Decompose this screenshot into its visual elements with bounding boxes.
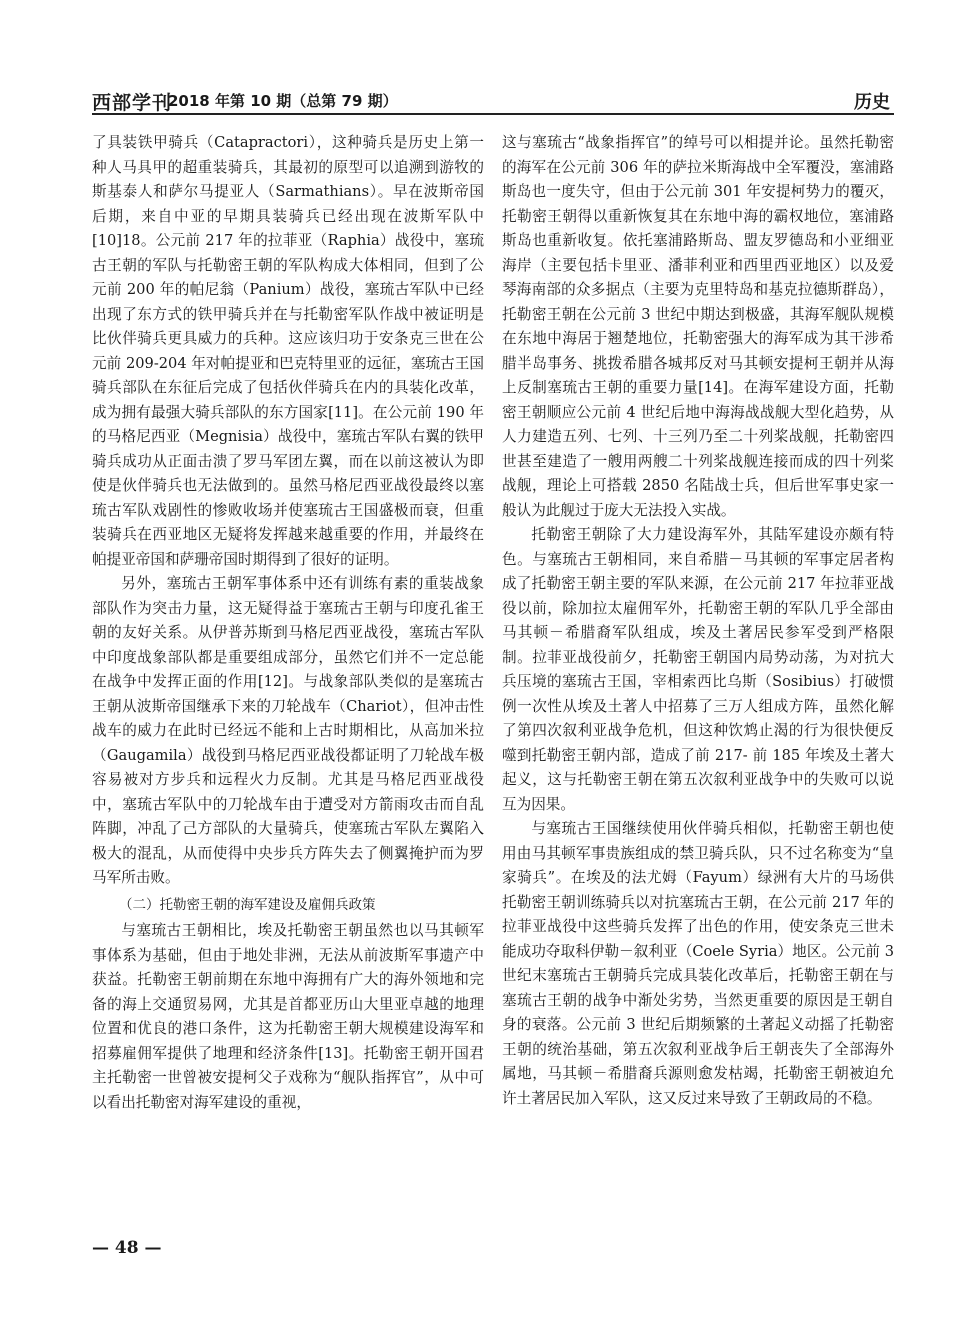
paragraph: 与塞琉古王国继续使用伙伴骑兵相似，托勒密王朝也使用由马其顿军事贵族组成的禁卫骑兵队，只不过名称变为“皇家骑兵”。在埃及的法尤姆（Fayum）绿洲有大片的马场供托勒密王朝训练骑兵以对抗塞琉古王朝，在公元前 217 年的拉菲亚战役中这些骑兵发挥了出色的作用，使安条克三世未能成功夺取科伊勒－叙利亚（Coele Syria）地区。公元前 3 世纪末塞琉古王朝骑兵完成具装化改革后，托勒密王朝在与塞琉古王朝的战争中渐处劣势，当然更重要的原因是王朝自身的衰落。公元前 3 世纪后期频繁的土著起义动摇了托勒密王朝的统治基础，第五次叙利亚战争后王朝丧失了全部海外属地，马其顿－希腊裔兵源则愈发枯竭，托勒密王朝被迫允许土著居民加入军队，这又反过来导致了王朝政局的不稳。: [502, 820, 894, 1107]
right-column: [502, 131, 894, 1111]
section-label: 历史: [854, 92, 890, 113]
running-header: [92, 86, 892, 112]
paragraph: 这与塞琉古“战象指挥官”的绰号可以相提并论。虽然托勒密的海军在公元前 306 年的萨拉米斯海战中全军覆没，塞浦路斯岛也一度失守，但由于公元前 301 年安提柯势力的覆灭，托勒密王朝得以重新恢复其在东地中海的霸权地位，塞浦路斯岛也重新收复。依托塞浦路斯岛、盟友罗德岛和小亚细亚海岸（主要包括卡里亚、潘菲利亚和西里西亚地区）以及爱琴海南部的众多据点（主要为克里特岛和基克拉德斯群岛），托勒密王朝在公元前 3 世纪中期达到极盛，其海军舰队规模在东地中海居于翘楚地位，托勒密强大的海军成为其干涉希腊半岛事务、挑拨希腊各城邦反对马其顿安提柯王朝并从海上反制塞琉古王朝的重要力量[14]。在海军建设方面，托勒密王朝顺应公元前 4 世纪后地中海海战战舰大型化趋势，从人力建造五列、七列、十三列乃至二十列桨战舰，托勒密四世甚至建造了一艘用两艘二十列桨战舰连接而成的四十列桨战舰，理论上可搭载 2850 名陆战士兵，但后世军事史家一般认为此舰过于庞大无法投入实战。: [502, 134, 894, 519]
paragraph: 托勒密王朝除了大力建设海军外，其陆军建设亦颇有特色。与塞琉古王朝相同，来自希腊－马其顿的军事定居者构成了托勒密王朝主要的军队来源，在公元前 217 年拉菲亚战役以前，除加拉太雇佣军外，托勒密王朝的军队几乎全部由马其顿－希腊裔军队组成，埃及土著居民参军受到严格限制。拉菲亚战役前夕，托勒密王朝国内局势动荡，为对抗大兵压境的塞琉古王国，宰相索西比乌斯（Sosibius）打破惯例一次性从埃及土著人中招募了三万人组成方阵，虽然化解了第四次叙利亚战争危机，但这种饮鸩止渴的行为很快便反噬到托勒密王朝内部，造成了前 217- 前 185 年埃及土著大起义，这与托勒密王朝在第五次叙利亚战争中的失败可以说互为因果。: [502, 526, 894, 813]
left-column: [92, 131, 484, 1115]
paragraph: 与塞琉古王朝相比，埃及托勒密王朝虽然也以马其顿军事体系为基础，但由于地处非洲，无法从前波斯军事遗产中获益。托勒密王朝前期在东地中海拥有广大的海外领地和完备的海上交通贸易网，尤其是首都亚历山大里亚卓越的地理位置和优良的港口条件，这为托勒密王朝大规模建设海军和招募雇佣军提供了地理和经济条件[13]。托勒密王朝开国君主托勒密一世曾被安提柯父子戏称为“舰队指挥官”，从中可以看出托勒密对海军建设的重视，: [92, 922, 484, 1111]
section-subheading: （二）托勒密王朝的海军建设及雇佣兵政策: [119, 896, 376, 913]
issue-info: 2018 年第 10 期（总第 79 期）: [168, 92, 398, 110]
page-number: — 48 —: [92, 1238, 162, 1258]
journal-name: 西部学刊: [92, 92, 173, 114]
paragraph: 了具装铁甲骑兵（Catapractori），这种骑兵是历史上第一种人马具甲的超重装骑兵，其最初的原型可以追溯到游牧的斯基泰人和萨尔马提亚人（Sarmathians）。早在波斯帝国后期，来自中亚的早期具装骑兵已经出现在波斯军队中[10]18。公元前 217 年的拉菲亚（Raphia）战役中，塞琉古王朝的军队与托勒密王朝的军队构成大体相同，但到了公元前 200 年的帕尼翁（Panium）战役，塞琉古军队中已经出现了东方式的铁甲骑兵并在与托勒密军队作战中被证明是比伙伴骑兵更具威力的兵种。这应该归功于安条克三世在公元前 209-204 年对帕提亚和巴克特里亚的远征，塞琉古王国骑兵部队在东征后完成了包括伙伴骑兵在内的具装化改革，成为拥有最强大骑兵部队的东方国家[11]。在公元前 190 年的马格尼西亚（Megnisia）战役中，塞琉古军队右翼的铁甲骑兵成功从正面击溃了罗马军团左翼，而在以前这被认为即使是伙伴骑兵也无法做到的。虽然马格尼西亚战役最终以塞琉古军队戏剧性的惨败收场并使塞琉古王国盛极而衰，但重装骑兵在西亚地区无疑将发挥越来越重要的作用，并最终在帕提亚帝国和萨珊帝国时期得到了很好的证明。: [92, 134, 484, 568]
header-rule: [92, 113, 894, 115]
paragraph: 另外，塞琉古王朝军事体系中还有训练有素的重装战象部队作为突击力量，这无疑得益于塞琉古王朝与印度孔雀王朝的友好关系。从伊普苏斯到马格尼西亚战役，塞琉古军队中印度战象部队都是重要组成部分，虽然它们并不一定总能在战争中发挥正面的作用[12]。与战象部队类似的是塞琉古王朝从波斯帝国继承下来的刀轮战车（Chariot），但冲击性战车的威力在此时已经远不能和上古时期相比，从高加米拉（Gaugamila）战役到马格尼西亚战役都证明了刀轮战车极容易被对方步兵和远程火力反制。尤其是马格尼西亚战役中，塞琉古军队中的刀轮战车由于遭受对方箭雨攻击而自乱阵脚，冲乱了己方部队的大量骑兵，使塞琉古军队左翼陷入极大的混乱，从而使得中央步兵方阵失去了侧翼掩护而为罗马军所击败。: [92, 575, 484, 886]
